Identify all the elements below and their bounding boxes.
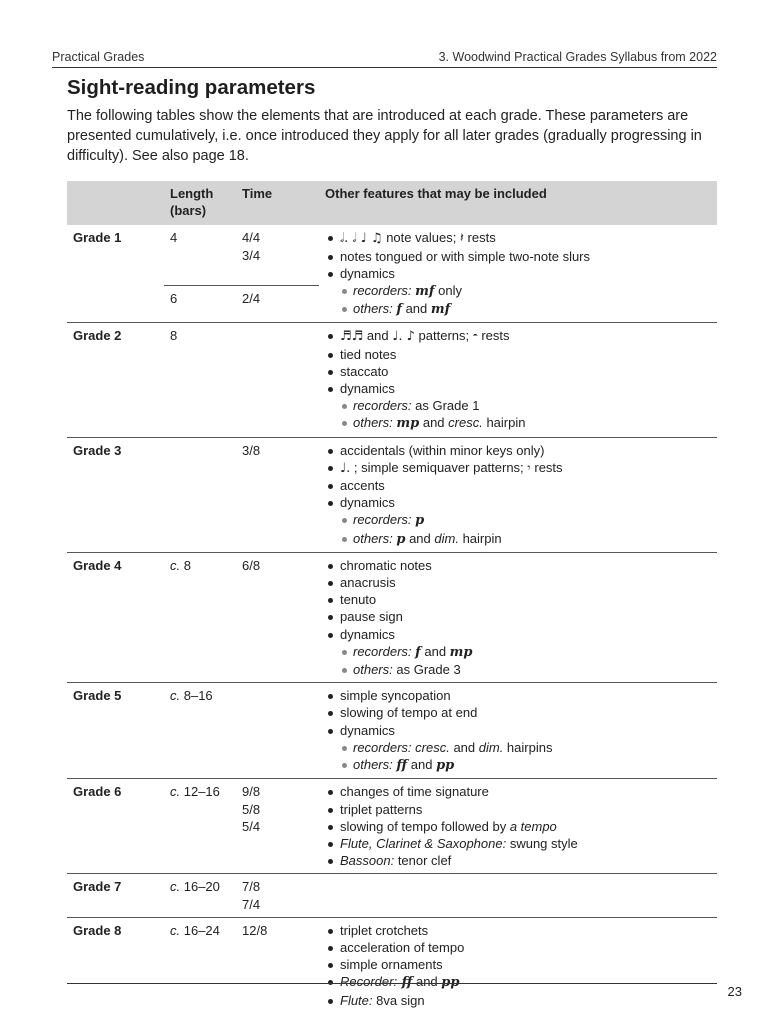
list-item (325, 229, 711, 247)
list-item: accents (325, 477, 711, 494)
list-item: triplet patterns (325, 801, 711, 818)
length-value: 8–16 (180, 688, 213, 704)
instrument-label: others: (353, 662, 393, 678)
semibreve-rest-symbol: 𝄼 (472, 329, 478, 345)
grade-label: Grade 4 (73, 557, 122, 573)
length-value: 16–20 (180, 879, 220, 895)
feature-text: rests (477, 328, 510, 344)
grade-label: Grade 7 (73, 879, 122, 895)
list-item: dynamics (325, 380, 711, 397)
feature-text: as Grade 3 (392, 662, 461, 678)
header-grade (67, 181, 164, 225)
time-cell (236, 683, 319, 779)
header-length: Length (bars) (164, 181, 236, 225)
features-cell (319, 225, 717, 323)
dynamic-word: dim. (434, 530, 459, 546)
sub-list-item (325, 282, 711, 300)
table-row-grade-1 (67, 225, 717, 286)
sub-list-item (325, 414, 711, 432)
time-cell: 9/8 5/8 5/4 (242, 784, 261, 834)
list-item: accidentals (within minor keys only) (325, 442, 711, 459)
features-cell (319, 437, 717, 552)
intro-paragraph: The following tables show the elements that are introduced at each grade. These parameters are presented cumulatively, i.e. once introduced they apply for all later grades (gradually progressing in difficulty). See also page 18. (67, 108, 702, 164)
sub-list-item (325, 530, 711, 548)
feature-text: and (449, 739, 479, 755)
crotchet-rest-symbol: 𝄽 (459, 231, 464, 247)
instrument-label: Flute: (340, 992, 373, 1008)
feature-text: ; simple semiquaver patterns; (350, 459, 528, 475)
instrument-label: Bassoon: (340, 853, 395, 869)
length-value: 8 (180, 557, 191, 573)
table-row-grade-2 (67, 323, 717, 437)
time-cell: 7/8 7/4 (242, 879, 261, 912)
feature-text: swung style (506, 835, 578, 851)
length-cell: 4 (170, 230, 178, 246)
feature-text: rests (463, 230, 496, 246)
dynamic-marking: p (415, 513, 425, 529)
grade-label: Grade 2 (73, 328, 122, 344)
dynamic-marking: mp (396, 416, 420, 432)
list-item (325, 852, 711, 869)
grade-label: Grade 1 (73, 230, 122, 246)
list-item (325, 459, 711, 477)
list-item (325, 818, 711, 835)
running-header-left: Practical Grades (52, 50, 145, 64)
table-row-grade-4 (67, 552, 717, 682)
list-item (325, 327, 711, 345)
tempo-term: a tempo (509, 818, 557, 834)
sub-list-item (325, 511, 711, 529)
list-item: dynamics (325, 494, 711, 511)
time-cell: 6/8 (242, 557, 261, 573)
instrument-label: recorders: (353, 283, 412, 299)
list-item: simple syncopation (325, 687, 711, 704)
length-cell: 6 (164, 286, 236, 323)
feature-text: as Grade 1 (411, 398, 480, 414)
feature-text: hairpin (458, 530, 502, 546)
circa-prefix: c. (170, 922, 181, 938)
instrument-label: recorders: (353, 512, 412, 528)
sub-list-item (325, 661, 711, 678)
dynamic-marking: mf (430, 302, 451, 318)
features-cell (319, 323, 717, 437)
instrument-label: others: (353, 757, 393, 773)
list-item: tied notes (325, 346, 711, 363)
table-row-grade-5 (67, 683, 717, 779)
list-item: acceleration of tempo (325, 939, 711, 956)
instrument-label: others: (353, 530, 393, 546)
feature-text: and (419, 415, 449, 431)
list-item: chromatic notes (325, 557, 711, 574)
feature-text: patterns; (414, 328, 473, 344)
list-item: pause sign (325, 608, 711, 625)
feature-list (325, 687, 711, 774)
list-item: tenuto (325, 591, 711, 608)
length-cell (164, 874, 236, 917)
sub-list-item (325, 643, 711, 661)
running-header (52, 50, 717, 68)
dynamic-marking: mf (415, 284, 435, 300)
length-value: 16–24 (180, 922, 220, 938)
grade-label: Grade 6 (73, 784, 122, 800)
feature-text: and (407, 757, 437, 773)
feature-text: slowing of tempo followed by (340, 818, 510, 834)
list-item: triplet crotchets (325, 922, 711, 939)
list-item (325, 992, 711, 1009)
header-features: Other features that may be included (319, 181, 717, 225)
length-cell (164, 917, 236, 1013)
dynamic-marking: mp (449, 644, 473, 660)
table-row-grade-3 (67, 437, 717, 552)
circa-prefix: c. (170, 879, 181, 895)
header-time: Time (236, 181, 319, 225)
circa-prefix: c. (170, 784, 181, 800)
features-cell (319, 779, 717, 874)
feature-text: hairpin (482, 415, 526, 431)
feature-list (325, 229, 711, 318)
feature-text: and (405, 530, 435, 546)
dynamic-marking: pp (441, 975, 460, 991)
sub-list-item (325, 739, 711, 756)
feature-text: tenor clef (394, 853, 452, 869)
table-header-row (67, 181, 717, 225)
time-cell: 3/8 (242, 442, 261, 458)
features-cell (319, 552, 717, 682)
note-values-symbols: 𝅗𝅥. 𝅗𝅥 ♩ ♫ (340, 231, 383, 247)
length-cell (164, 779, 236, 874)
sight-reading-table (67, 181, 717, 1013)
feature-list (325, 327, 711, 432)
time-cell (236, 323, 319, 437)
quaver-group-symbols: ♬♬ (340, 329, 364, 345)
list-item: dynamics (325, 265, 711, 282)
feature-list (325, 557, 711, 678)
feature-text: note values; (382, 230, 460, 246)
list-item: staccato (325, 363, 711, 380)
page-title: Sight-reading parameters (67, 76, 316, 99)
page-number: 23 (727, 984, 742, 999)
circa-prefix: c. (170, 688, 181, 704)
dynamic-marking: ff (396, 758, 408, 774)
length-cell (164, 437, 236, 552)
dynamic-marking: p (396, 531, 406, 547)
feature-text: only (434, 283, 462, 299)
dynamic-word: dim. (478, 739, 504, 755)
list-item: notes tongued or with simple two-note slurs (325, 248, 711, 265)
list-item: dynamics (325, 626, 711, 643)
feature-text: hairpins (503, 739, 553, 755)
feature-list (325, 922, 711, 1009)
feature-list (325, 442, 711, 548)
instrument-label: recorders: (353, 739, 412, 755)
grade-label: Grade 8 (73, 922, 122, 938)
feature-text: and (420, 643, 450, 659)
instrument-label: others: (353, 301, 393, 317)
list-item: dynamics (325, 722, 711, 739)
footer-rule (67, 983, 717, 984)
circa-prefix: c. (170, 557, 181, 573)
list-item: changes of time signature (325, 783, 711, 800)
dynamic-marking: f (396, 302, 402, 318)
instrument-label: others: (353, 415, 393, 431)
sub-list-item (325, 300, 711, 318)
table-row-grade-6 (67, 779, 717, 874)
time-cell: 2/4 (236, 286, 319, 323)
dotted-crotchet-symbol: ♩. (340, 460, 351, 476)
feature-text: 8va sign (372, 992, 425, 1008)
length-cell: 8 (170, 328, 178, 344)
dynamic-marking: pp (436, 758, 455, 774)
quaver-rest-symbol: 𝄾 (527, 460, 531, 476)
features-cell (319, 917, 717, 1013)
table-row-grade-8 (67, 917, 717, 1013)
table-row-grade-7 (67, 874, 717, 917)
dotted-pattern-symbols: ♩. ♪ (392, 329, 415, 345)
instrument-label: Recorder: (340, 974, 398, 990)
features-cell (319, 683, 717, 779)
grade-label: Grade 3 (73, 442, 122, 458)
time-cell: 4/4 3/4 (242, 230, 261, 263)
feature-text: rests (530, 459, 563, 475)
instrument-label: recorders: (353, 643, 412, 659)
length-cell (164, 552, 236, 682)
dynamic-word: cresc. (411, 739, 450, 755)
feature-text: and (401, 301, 431, 317)
instrument-label: Flute, Clarinet & Saxophone: (340, 835, 507, 851)
list-item: slowing of tempo at end (325, 704, 711, 721)
dynamic-word: cresc. (448, 415, 483, 431)
list-item (325, 835, 711, 852)
feature-text: and (412, 974, 442, 990)
sub-list-item (325, 397, 711, 414)
length-value: 12–16 (180, 784, 220, 800)
feature-text: and (363, 328, 393, 344)
running-header-right: 3. Woodwind Practical Grades Syllabus from 2022 (438, 50, 717, 64)
list-item: anacrusis (325, 574, 711, 591)
list-item: simple ornaments (325, 956, 711, 973)
grade-label: Grade 5 (73, 688, 122, 704)
sub-list-item (325, 756, 711, 774)
instrument-label: recorders: (353, 398, 412, 414)
time-cell: 12/8 (242, 922, 268, 938)
dynamic-marking: f (415, 644, 421, 660)
feature-list (325, 783, 711, 869)
dynamic-marking: ff (397, 975, 413, 991)
length-cell (164, 683, 236, 779)
features-cell (319, 874, 717, 917)
